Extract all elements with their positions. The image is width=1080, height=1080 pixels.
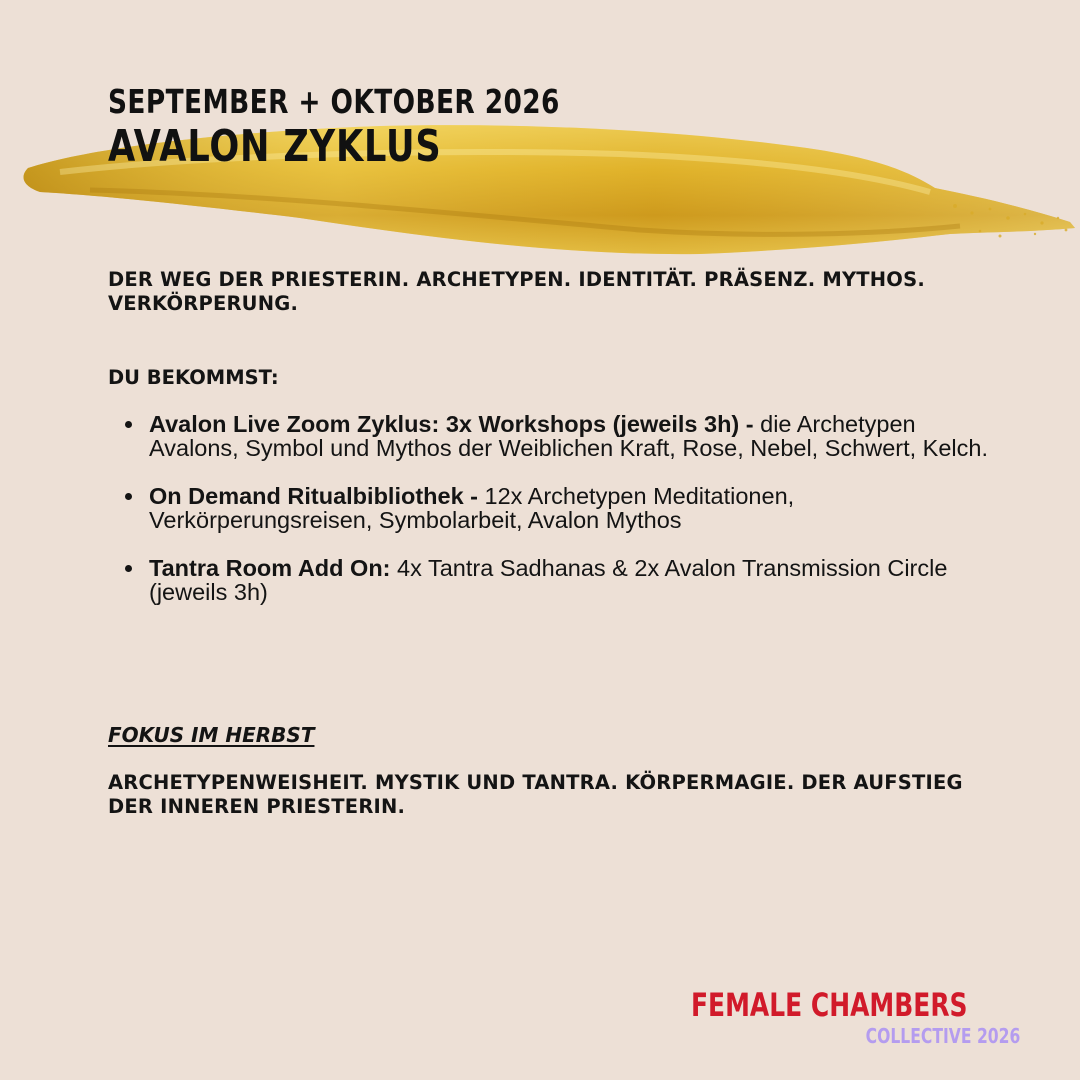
benefits-list	[108, 412, 988, 628]
benefit-title: On Demand Ritualbibliothek -	[149, 483, 485, 509]
bullet-dot-icon	[125, 565, 132, 572]
list-item	[108, 412, 988, 460]
tagline: DER WEG DER PRIESTERIN. ARCHETYPEN. IDENTITÄT. PRÄSENZ. MYTHOS. VERKÖRPERUNG.	[108, 268, 925, 315]
benefit-title: Avalon Live Zoom Zyklus: 3x Workshops (jeweils 3h) -	[149, 411, 761, 437]
benefit-text: die Archetypen Avalons, Symbol und Mythos der Weiblichen Kraft, Rose, Nebel, Schwert, Kelch.	[149, 411, 989, 461]
brand-name: FEMALE CHAMBERS	[691, 986, 968, 1024]
header	[108, 82, 673, 172]
list-item	[108, 484, 988, 532]
bullet-dot-icon	[125, 421, 132, 428]
benefit-text: 12x Archetypen Meditationen, Verkörperungsreisen, Symbolarbeit, Avalon Mythos	[149, 483, 795, 533]
brand-logo	[613, 986, 1020, 1048]
benefit-text: 4x Tantra Sadhanas & 2x Avalon Transmission Circle (jeweils 3h)	[149, 555, 948, 605]
benefit-title: Tantra Room Add On:	[149, 555, 398, 581]
benefits-heading: DU BEKOMMST:	[108, 366, 279, 389]
date-heading: SEPTEMBER + OKTOBER 2026	[108, 82, 560, 121]
brand-subtitle: COLLECTIVE 2026	[865, 1024, 1020, 1048]
list-item	[108, 556, 988, 604]
focus-label: FOKUS IM HERBST	[108, 723, 315, 747]
focus-text: ARCHETYPENWEISHEIT. MYSTIK UND TANTRA. KÖRPERMAGIE. DER AUFSTIEG DER INNEREN PRIESTERIN.	[108, 771, 963, 818]
bullet-dot-icon	[125, 493, 132, 500]
page-title: AVALON ZYKLUS	[108, 121, 442, 172]
